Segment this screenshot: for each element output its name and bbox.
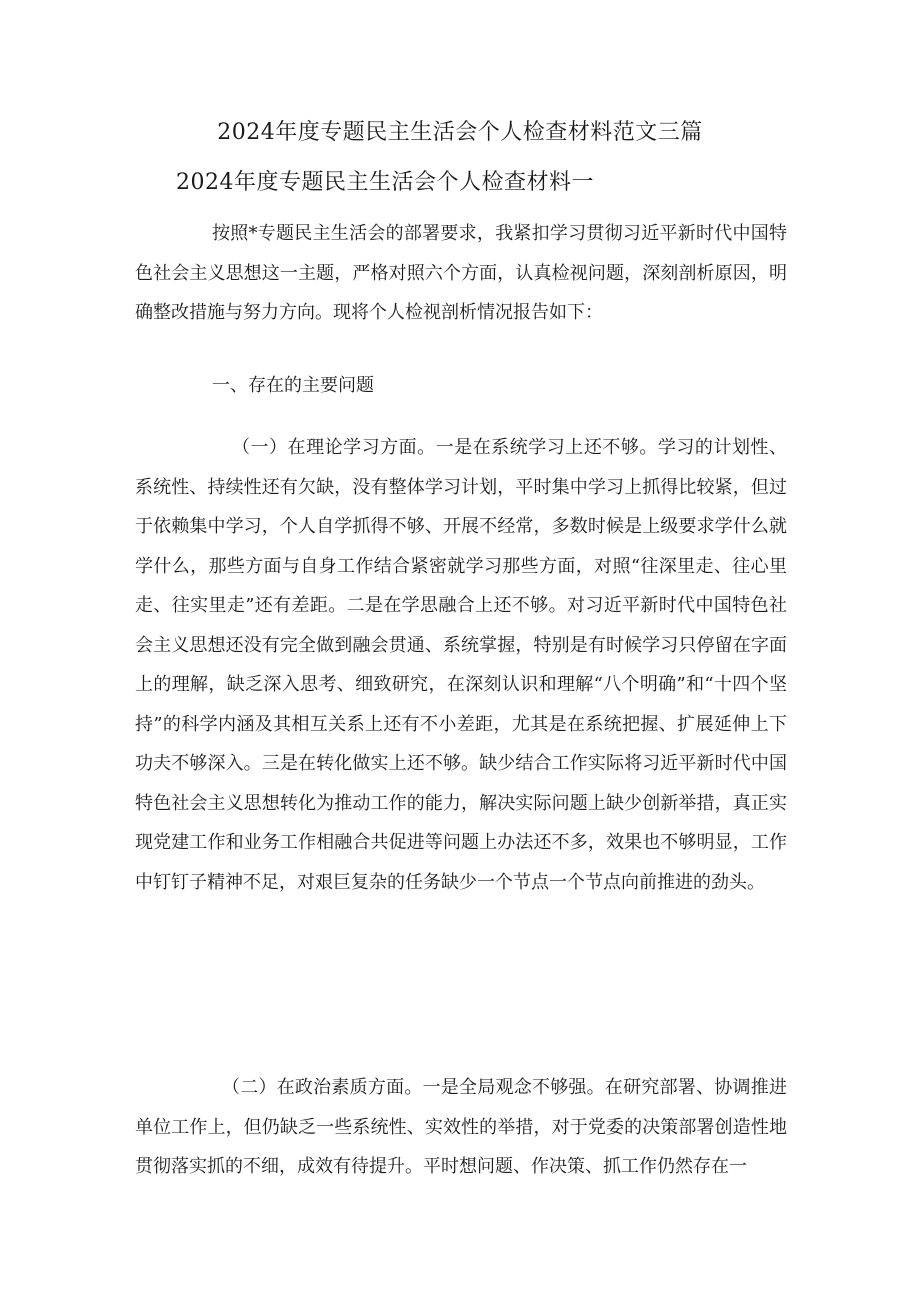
intro-paragraph: 按照*专题民主生活会的部署要求，我紧扣学习贯彻习近平新时代中国特色社会主义思想这一主题，严格对照六个方面，认真检视问题，深刻剖析原因，明确整改措施与努力方向。现将个人检视剖析情况报告如下： [135,223,787,323]
theory-study-paragraph: （一）在理论学习方面。一是在系统学习上还不够。学习的计划性、系统性、持续性还有欠缺，没有整体学习计划，平时集中学习上抓得比较紧，但过于依赖集中学习，个人自学抓得不够、开展不经常，多数时候是上级要求学什么就学什么，那些方面与自身工作结合紧密就学习那些方面，对照“往深里走、往心里走、往实里走”还有差距。二是在学思融合上还不够。对习近平新时代中国特色社会主义思想还没有完全做到融会贯通、系统掌握，特别是有时候学习只停留在字面上的理解，缺乏深入思考、细致研究，在深刻认识和理解“八个明确”和“十四个坚持”的科学内涵及其相互关系上还有不小差距，尤其是在系统把握、扩展延伸上下功夫不够深入。三是在转化做实上还不够。缺少结合工作实际将习近平新时代中国特色社会主义思想转化为推动工作的能力，解决实际问题上缺少创新举措，真正实现党建工作和业务工作相融合共促进等问题上办法还不多，效果也不够明显，工作中钉钉子精神不足，对艰巨复杂的任务缺少一个节点一个节点向前推进的劲头。 [135,437,787,893]
political-quality-paragraph: （二）在政治素质方面。一是全局观念不够强。在研究部署、协调推进单位工作上，但仍缺乏一些系统性、实效性的举措，对于党委的决策部署创造性地贯彻落实抓的不细，成效有待提升。平时想问题、作决策、抓工作仍然存在一 [135,1077,787,1177]
document-subtitle: 2024年度专题民主生活会个人检查材料一 [176,170,594,195]
section-heading: 一、存在的主要问题 [212,375,374,396]
document-title: 2024年度专题民主生活会个人检查材料范文三篇 [217,120,703,145]
